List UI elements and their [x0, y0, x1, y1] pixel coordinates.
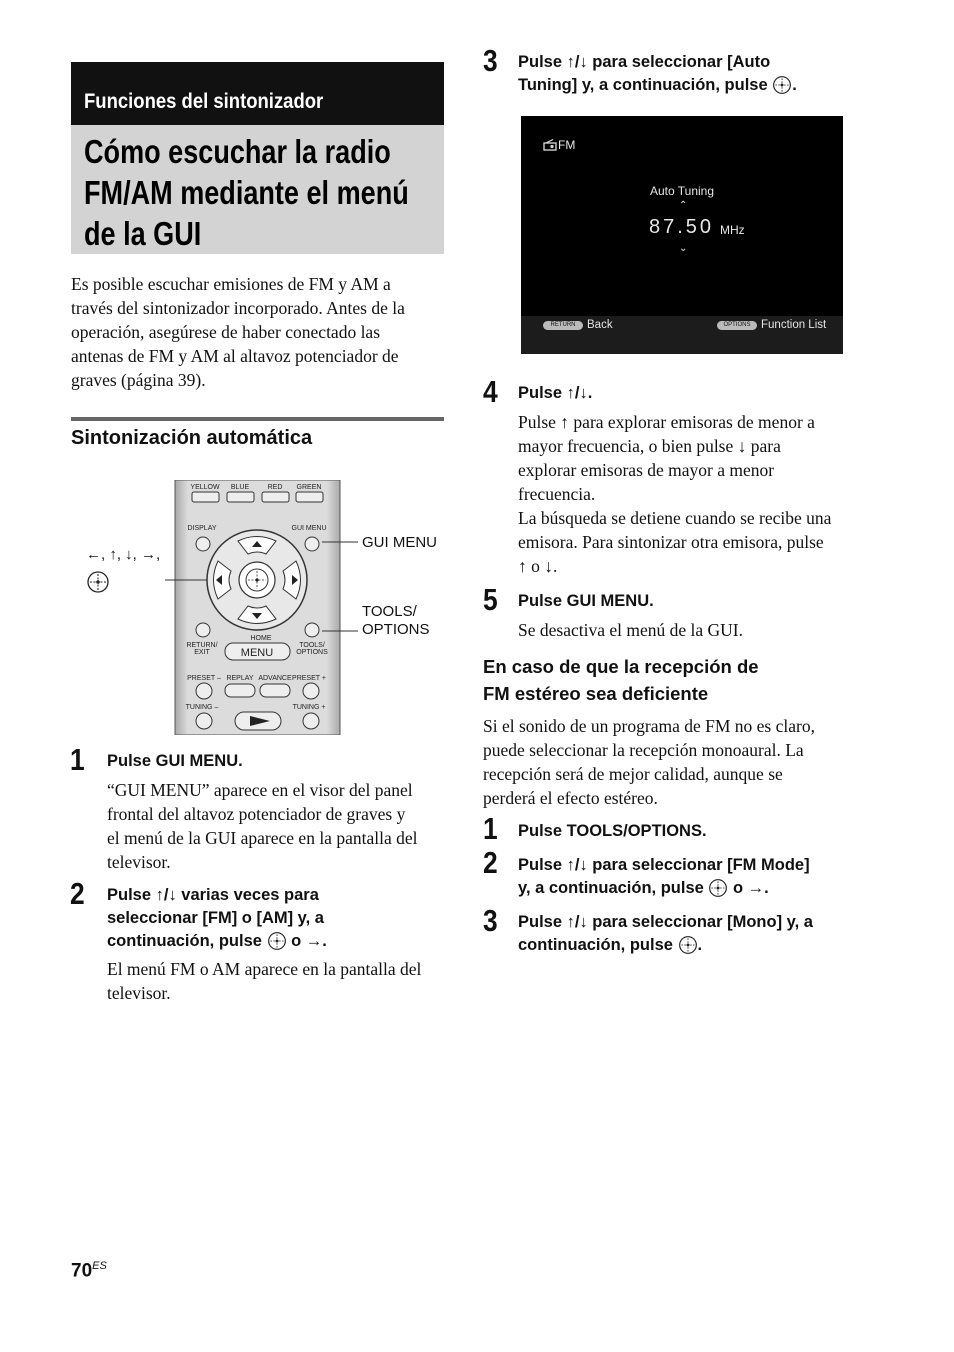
step-number: 5 — [483, 582, 498, 617]
step-number: 1 — [483, 811, 498, 846]
advance-button[interactable] — [260, 684, 290, 697]
replay-button[interactable] — [225, 684, 255, 697]
enter-icon — [86, 570, 110, 594]
step-number: 4 — [483, 374, 498, 409]
intro-paragraph: Es posible escuchar emisiones de FM y AM a través del sintonizador incorporado. Antes de la operación, asegúrese de haber conectado las antenas de FM y AM al altavoz potenciador de graves (página 39). — [71, 274, 405, 390]
menu-button-label: MENU — [240, 647, 274, 659]
label-gui-menu: GUI MENU — [291, 525, 327, 532]
label-preset-plus: PRESET + — [292, 675, 326, 682]
yellow-button[interactable] — [192, 492, 219, 502]
label-red: RED — [267, 484, 283, 491]
label-options: OPTIONS — [296, 649, 328, 656]
label-return: RETURN/ — [186, 642, 218, 649]
blue-button[interactable] — [227, 492, 254, 502]
label-tuning-minus: TUNING – — [185, 704, 219, 711]
label-yellow: YELLOW — [190, 484, 220, 491]
back-label: Back — [587, 319, 613, 331]
step-title: Pulse ↑/↓ varias veces para seleccionar [FM] o [AM] y, a continuación, pulse o →. — [107, 886, 327, 950]
step-body: Pulse ↑ para explorar emisoras de menor a mayor frecuencia, o bien pulse ↓ para explorar emisoras de mayor a menor frecuencia. La búsqueda se detiene cuando se recibe una emisora. Para sintonizar otra emisora, pulse ↑ o ↓. — [518, 412, 832, 576]
function-list-label: Function List — [761, 319, 827, 331]
enter-icon — [772, 75, 792, 95]
step-number: 3 — [483, 903, 498, 938]
step-body: “GUI MENU” aparece en el visor del panel frontal del altavoz potenciador de graves y el menú de la GUI aparece en la pantalla del televisor. — [107, 780, 418, 872]
label-replay: REPLAY — [226, 675, 254, 682]
up-tune-icon: ⌃ — [679, 200, 688, 211]
step-number: 2 — [70, 876, 85, 911]
tuning-minus-button[interactable] — [196, 713, 212, 729]
enter-icon — [678, 935, 698, 955]
enter-icon — [267, 931, 287, 951]
weak-fm-paragraph: Si el sonido de un programa de FM no es claro, puede seleccionar la recepción monoaural. La recepción será de mejor calidad, aunque se perderá el efecto estéreo. — [483, 716, 815, 808]
label-display: DISPLAY — [187, 525, 217, 532]
gui-menu-callout: GUI MENU — [362, 534, 437, 551]
options-badge: OPTIONS — [717, 321, 757, 330]
section-header — [71, 62, 444, 125]
step-title: Pulse ↑/↓ para seleccionar [Auto Tuning] y, a continuación, pulse . — [518, 53, 797, 94]
step-title: Pulse GUI MENU. — [107, 752, 243, 770]
subsection-heading: Sintonización automática — [71, 427, 313, 449]
preset-minus-button[interactable] — [196, 683, 212, 699]
tools-options-callout: TOOLS/ OPTIONS — [362, 603, 430, 638]
return-badge: RETURN — [543, 321, 583, 330]
subsection-rule — [71, 417, 444, 421]
subsection-heading: En caso de que la recepción de FM estéreo sea deficiente — [483, 656, 759, 704]
display-button[interactable] — [196, 537, 210, 551]
red-button[interactable] — [262, 492, 289, 502]
label-advance: ADVANCE — [258, 675, 292, 682]
preset-plus-button[interactable] — [303, 683, 319, 699]
step-title: Pulse ↑/↓ para seleccionar [FM Mode] y, a continuación, pulse o →. — [518, 856, 810, 897]
step-body: El menú FM o AM aparece en la pantalla del televisor. — [107, 959, 422, 1003]
step-title: Pulse ↑/↓. — [518, 384, 593, 402]
mode-label: Auto Tuning — [649, 184, 715, 198]
band-label: FM — [558, 138, 576, 152]
step-number: 2 — [483, 845, 498, 880]
arrows-label: ←, ↑, ↓, →, — [86, 546, 161, 563]
tools-options-button[interactable] — [305, 623, 319, 637]
return-exit-button[interactable] — [196, 623, 210, 637]
remote-illustration — [110, 480, 360, 735]
step-title: Pulse TOOLS/OPTIONS. — [518, 822, 707, 840]
step-title: Pulse ↑/↓ para seleccionar [Mono] y, a continuación, pulse . — [518, 913, 813, 954]
label-tools: TOOLS/ — [299, 642, 325, 649]
label-green: GREEN — [296, 484, 322, 491]
label-preset-minus: PRESET – — [187, 675, 221, 682]
label-home: HOME — [250, 635, 272, 642]
page-number: $70^{ES}$ — [71, 1260, 107, 1282]
label-exit: EXIT — [194, 649, 210, 656]
page-title: Cómo escuchar la radio FM/AM mediante el menú de la GUI — [84, 133, 409, 252]
frequency-value: 87.50 — [649, 216, 715, 238]
title-box — [71, 125, 444, 254]
tv-screen — [521, 116, 843, 354]
step-number: 3 — [483, 43, 498, 78]
down-tune-icon: ⌄ — [679, 243, 688, 254]
gui-menu-button[interactable] — [305, 537, 319, 551]
tuning-plus-button[interactable] — [303, 713, 319, 729]
enter-icon — [708, 878, 728, 898]
frequency-unit: MHz — [720, 223, 745, 237]
green-button[interactable] — [296, 492, 323, 502]
label-tuning-plus: TUNING + — [292, 704, 326, 711]
label-blue: BLUE — [230, 484, 250, 491]
step-number: 1 — [70, 742, 85, 777]
step-body: Se desactiva el menú de la GUI. — [518, 620, 743, 640]
tuner-icon — [543, 139, 557, 151]
step-title: Pulse GUI MENU. — [518, 592, 654, 610]
section-title: Funciones del sintonizador — [84, 90, 324, 113]
